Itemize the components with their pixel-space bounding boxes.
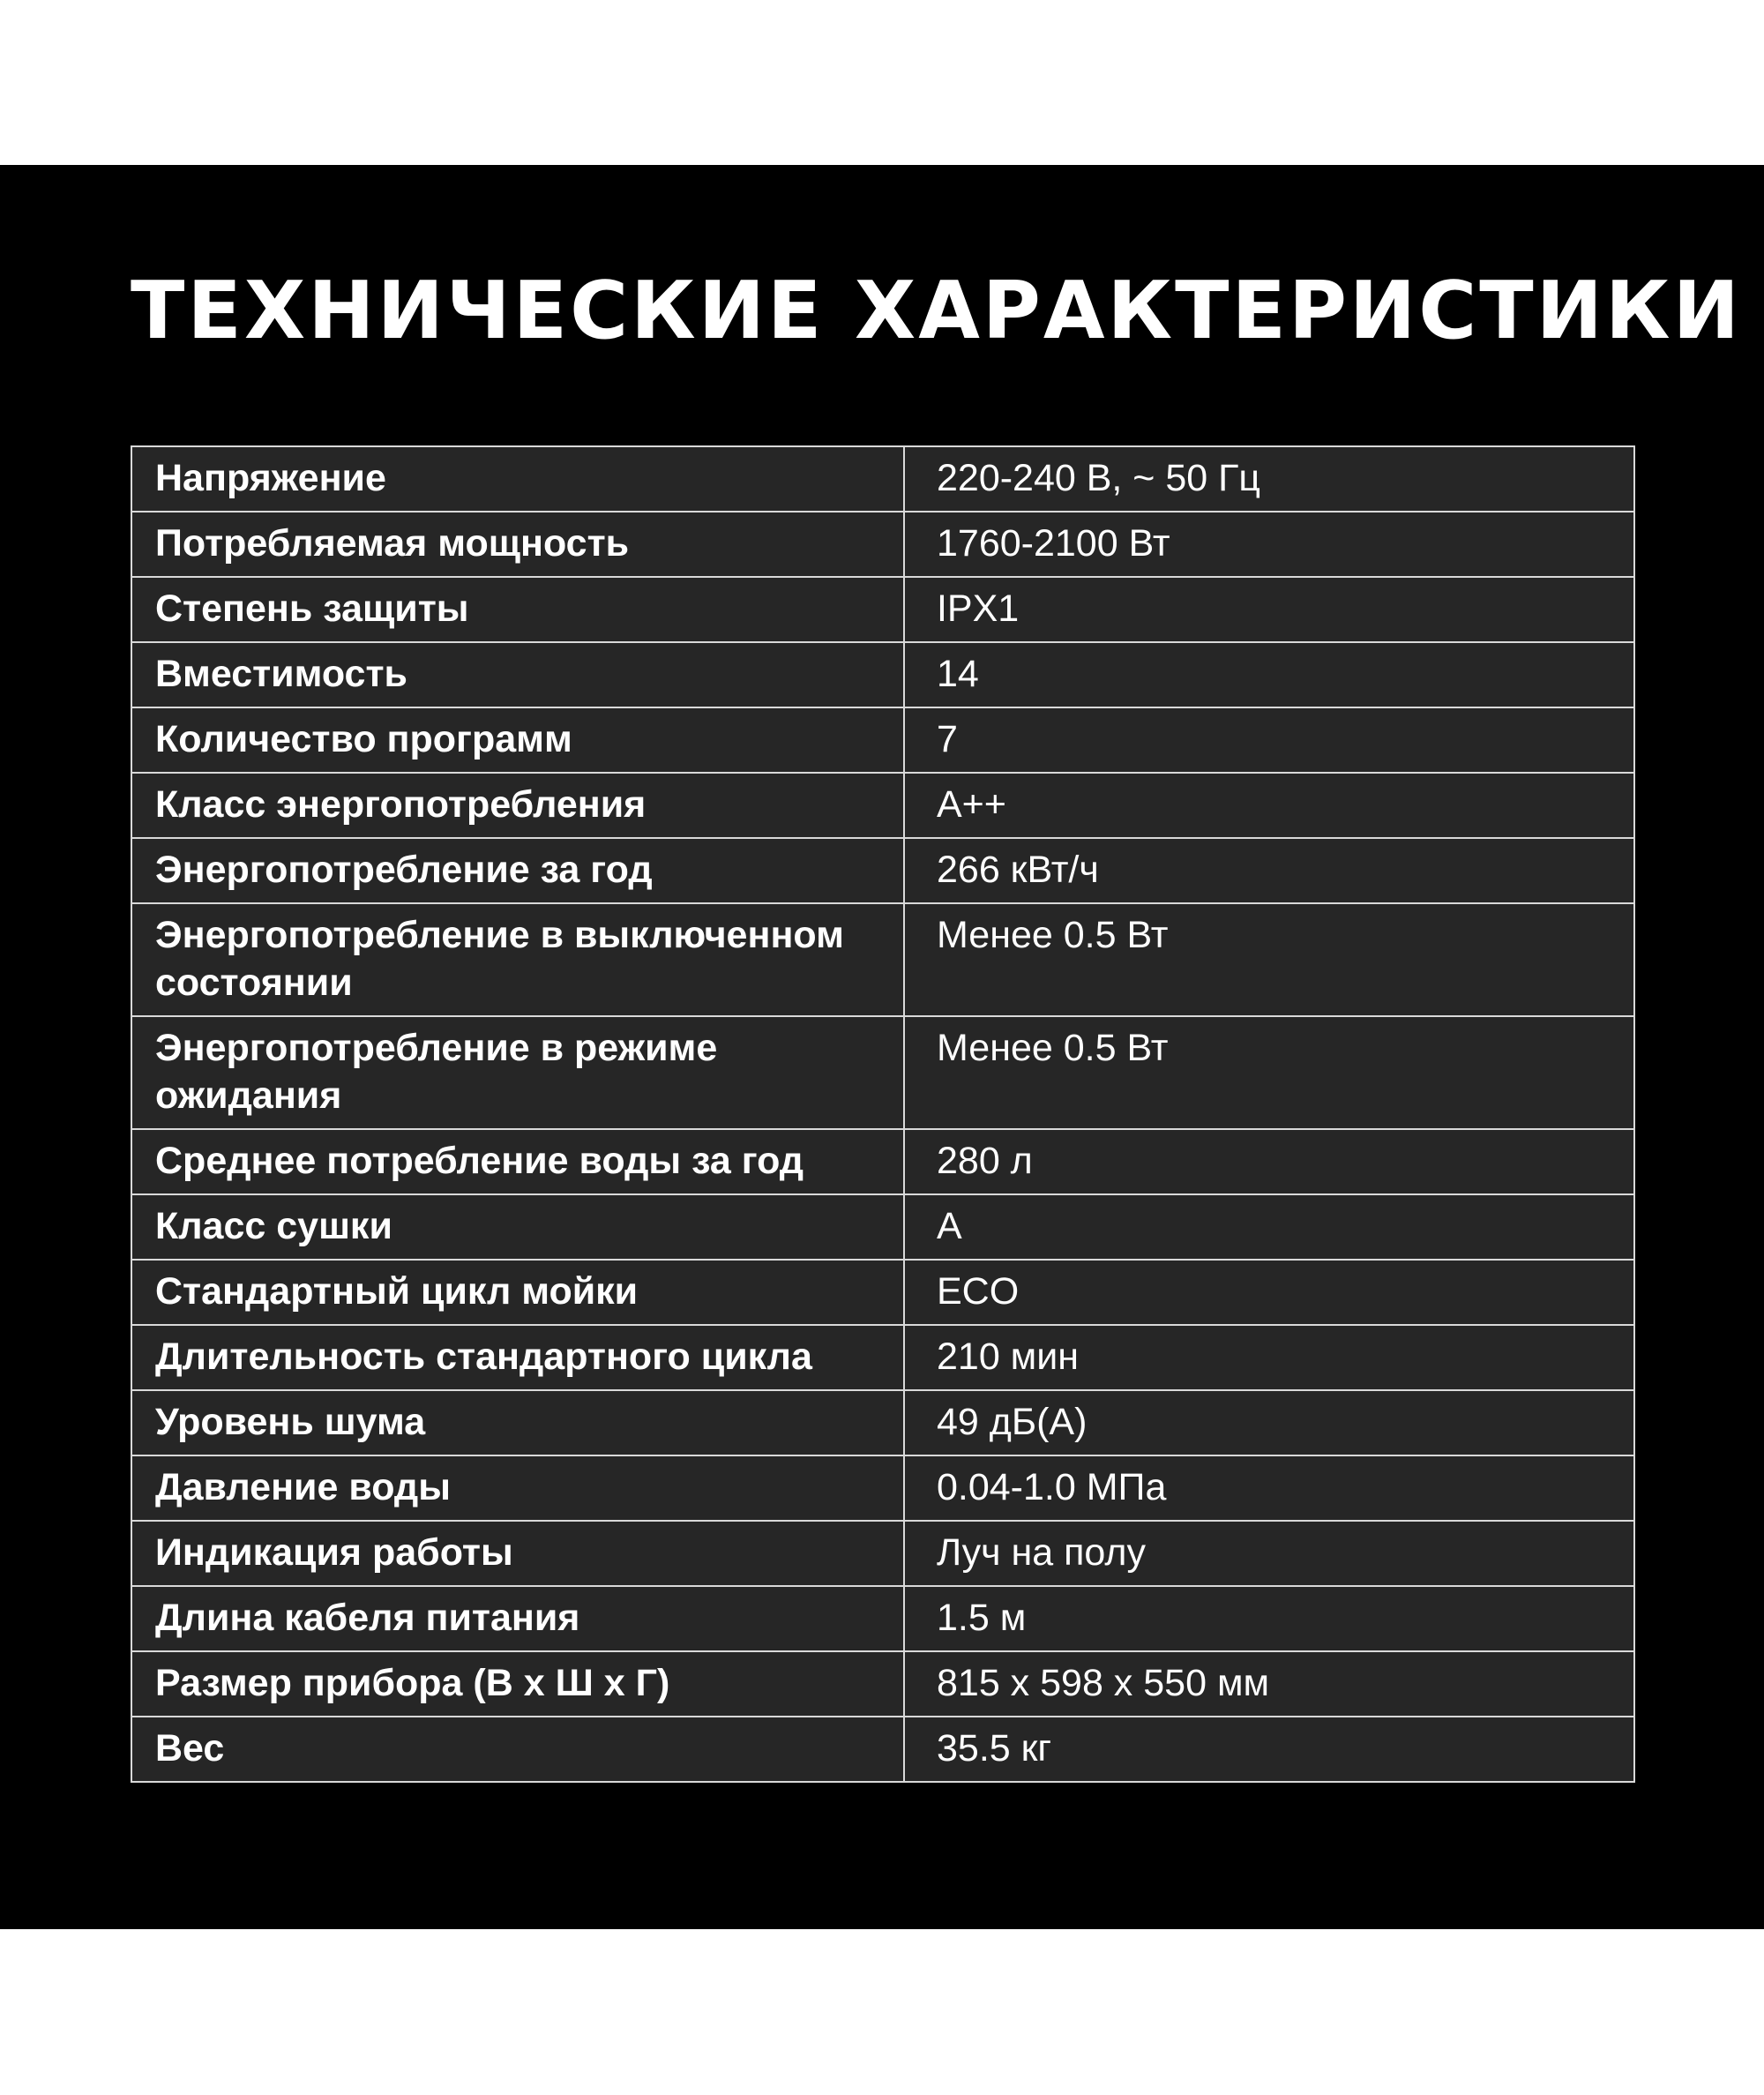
spec-value: 14 — [904, 642, 1634, 707]
spec-label: Длина кабеля питания — [131, 1586, 904, 1651]
table-row — [131, 1260, 1634, 1325]
spec-value: A++ — [904, 773, 1634, 838]
spec-value: 7 — [904, 707, 1634, 773]
spec-value: 280 л — [904, 1129, 1634, 1194]
spec-label: Количество программ — [131, 707, 904, 773]
spec-value: ECO — [904, 1260, 1634, 1325]
spec-label: Класс энергопотребления — [131, 773, 904, 838]
table-row — [131, 838, 1634, 903]
table-row — [131, 1455, 1634, 1521]
spec-label: Среднее потребление воды за год — [131, 1129, 904, 1194]
table-row — [131, 577, 1634, 642]
table-row — [131, 903, 1634, 1016]
spec-value: A — [904, 1194, 1634, 1260]
spec-label: Энергопотребление в выключенном состоянии — [131, 903, 904, 1016]
spec-value: 1760-2100 Вт — [904, 512, 1634, 577]
spec-value: Менее 0.5 Вт — [904, 903, 1634, 1016]
spec-label: Напряжение — [131, 446, 904, 512]
spec-label: Класс сушки — [131, 1194, 904, 1260]
spec-label: Стандартный цикл мойки — [131, 1260, 904, 1325]
spec-label: Давление воды — [131, 1455, 904, 1521]
spec-value: Луч на полу — [904, 1521, 1634, 1586]
spec-label: Уровень шума — [131, 1390, 904, 1455]
table-row — [131, 1521, 1634, 1586]
spec-value: Менее 0.5 Вт — [904, 1016, 1634, 1129]
table-row — [131, 773, 1634, 838]
spec-value: 210 мин — [904, 1325, 1634, 1390]
spec-value: 1.5 м — [904, 1586, 1634, 1651]
table-row — [131, 1390, 1634, 1455]
spec-value: 35.5 кг — [904, 1717, 1634, 1782]
table-row — [131, 1586, 1634, 1651]
spec-label: Индикация работы — [131, 1521, 904, 1586]
specs-table — [131, 445, 1635, 1783]
spec-value: 266 кВт/ч — [904, 838, 1634, 903]
spec-value: 0.04-1.0 МПа — [904, 1455, 1634, 1521]
spec-label: Длительность стандартного цикла — [131, 1325, 904, 1390]
spec-label: Потребляемая мощность — [131, 512, 904, 577]
table-row — [131, 1717, 1634, 1782]
spec-label: Энергопотребление за год — [131, 838, 904, 903]
table-row — [131, 642, 1634, 707]
spec-value: IPX1 — [904, 577, 1634, 642]
table-row — [131, 512, 1634, 577]
table-row — [131, 1325, 1634, 1390]
spec-label: Энергопотребление в режиме ожидания — [131, 1016, 904, 1129]
table-row — [131, 1129, 1634, 1194]
page-title: ТЕХНИЧЕСКИЕ ХАРАКТЕРИСТИКИ — [131, 265, 1742, 357]
spec-value: 49 дБ(А) — [904, 1390, 1634, 1455]
spec-label: Степень защиты — [131, 577, 904, 642]
spec-label: Вместимость — [131, 642, 904, 707]
spec-label: Размер прибора (В х Ш х Г) — [131, 1651, 904, 1717]
table-row — [131, 1194, 1634, 1260]
spec-value: 815 х 598 х 550 мм — [904, 1651, 1634, 1717]
spec-value: 220-240 В, ~ 50 Гц — [904, 446, 1634, 512]
table-row — [131, 1651, 1634, 1717]
spec-label: Вес — [131, 1717, 904, 1782]
table-row — [131, 446, 1634, 512]
table-row — [131, 1016, 1634, 1129]
table-row — [131, 707, 1634, 773]
